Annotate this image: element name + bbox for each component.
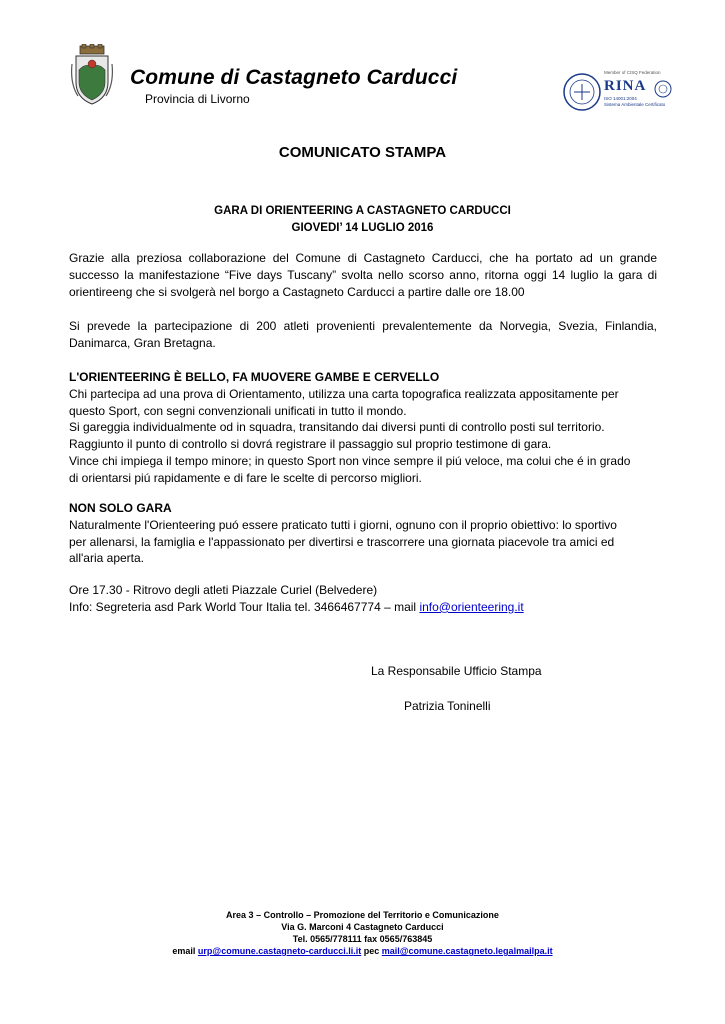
- section2: [69, 500, 657, 567]
- event-date: GIOVEDI’ 14 LUGLIO 2016: [291, 222, 434, 234]
- page-title: COMUNICATO STAMPA: [278, 144, 447, 161]
- footer-email-link[interactable]: urp@comune.castagneto-carducci.li.it: [197, 946, 362, 956]
- section1-line: Chi partecipa ad una prova di Orientamento, utilizza una carta topografica realizzata appositamente per: [69, 386, 619, 401]
- cert-iso-text: ISO 14001:2004: [604, 96, 637, 101]
- footer-email-label: email: [172, 946, 198, 956]
- cert-sgs-text: Sistema Ambientale Certificato: [604, 102, 666, 107]
- cert-brand: RINA: [604, 78, 647, 94]
- section2-line: all'aria aperta.: [69, 551, 144, 566]
- cisq-seal-icon: [562, 72, 602, 112]
- section1-line: Raggiunto il punto di controllo si dovrá registrare il passaggio sul proprio testimone di gara.: [69, 437, 552, 452]
- footer-phone: Tel. 0565/778111 fax 0565/763845: [292, 934, 433, 944]
- cert-member-text: Member of CISQ Federation: [604, 70, 661, 75]
- footer-pec-link[interactable]: mail@comune.castagneto.legalmailpa.it: [381, 946, 553, 956]
- section1-line: di orientarsi piú rapidamente e di fare le scelte di percorso migliori.: [69, 470, 422, 485]
- footer-emails: [0, 946, 725, 956]
- certification-logo: [562, 70, 678, 114]
- footer-address: Via G. Marconi 4 Castagneto Carducci: [281, 922, 444, 932]
- section1-line: Vince chi impiega il tempo minore; in questo Sport non vince sempre il piú veloce, ma colui che é in grado: [69, 453, 631, 468]
- signature-role: La Responsabile Ufficio Stampa: [371, 664, 542, 678]
- participation-paragraph: Si prevede la partecipazione di 200 atleti provenienti prevalentemente da Norvegia, Svezia, Finlandia, Danimarca, Gran Bretagna.: [69, 319, 657, 350]
- info-block: [69, 582, 657, 616]
- intro-paragraph: Grazie alla preziosa collaborazione del Comune di Castagneto Carducci, che ha portato ad un grande successo la manifestazione “Five days Tuscany” svolta nello scorso anno, ritorna oggi 14 luglio la gara di orientireeng che si svolgerà nel borgo a Castagneto Carducci a partire dalle ore 18.00: [69, 251, 657, 299]
- province-name: Provincia di Livorno: [145, 92, 250, 106]
- footer-department: Area 3 – Controllo – Promozione del Territorio e Comunicazione: [226, 910, 499, 920]
- section1: [69, 369, 657, 487]
- section2-line: Naturalmente l'Orienteering puó essere praticato tutti i giorni, ognuno con il proprio obiettivo: lo sportivo: [69, 517, 617, 532]
- coat-of-arms-logo: [70, 44, 114, 106]
- meeting-info: Ore 17.30 - Ritrovo degli atleti Piazzale Curiel (Belvedere): [69, 583, 378, 597]
- town-name: Comune di Castagneto Carducci: [130, 66, 458, 89]
- section2-line: per allenarsi, la famiglia e l'appassionato per divertirsi e trascorrere una giornata piacevole tra amici ed: [69, 534, 615, 549]
- footer-pec-label: pec: [361, 946, 382, 956]
- contact-prefix: Info: Segreteria asd Park World Tour Italia tel. 3466467774 – mail: [69, 599, 420, 614]
- section1-heading: L'ORIENTEERING È BELLO, FA MUOVERE GAMBE E CERVELLO: [69, 370, 440, 384]
- contact-info: [69, 599, 657, 616]
- event-title: GARA DI ORIENTEERING A CASTAGNETO CARDUCCI: [214, 205, 511, 217]
- contact-email-link[interactable]: info@orienteering.it: [419, 599, 524, 614]
- section1-line: questo Sport, con segni convenzionali unificati in tutto il mondo.: [69, 403, 407, 418]
- iso-badge-icon: [654, 80, 672, 98]
- section2-heading: NON SOLO GARA: [69, 501, 172, 515]
- section1-line: Si gareggia individualmente od in squadra, transitando dai diversi punti di controllo posti sul territorio.: [69, 420, 605, 435]
- signature-name: Patrizia Toninelli: [404, 699, 491, 713]
